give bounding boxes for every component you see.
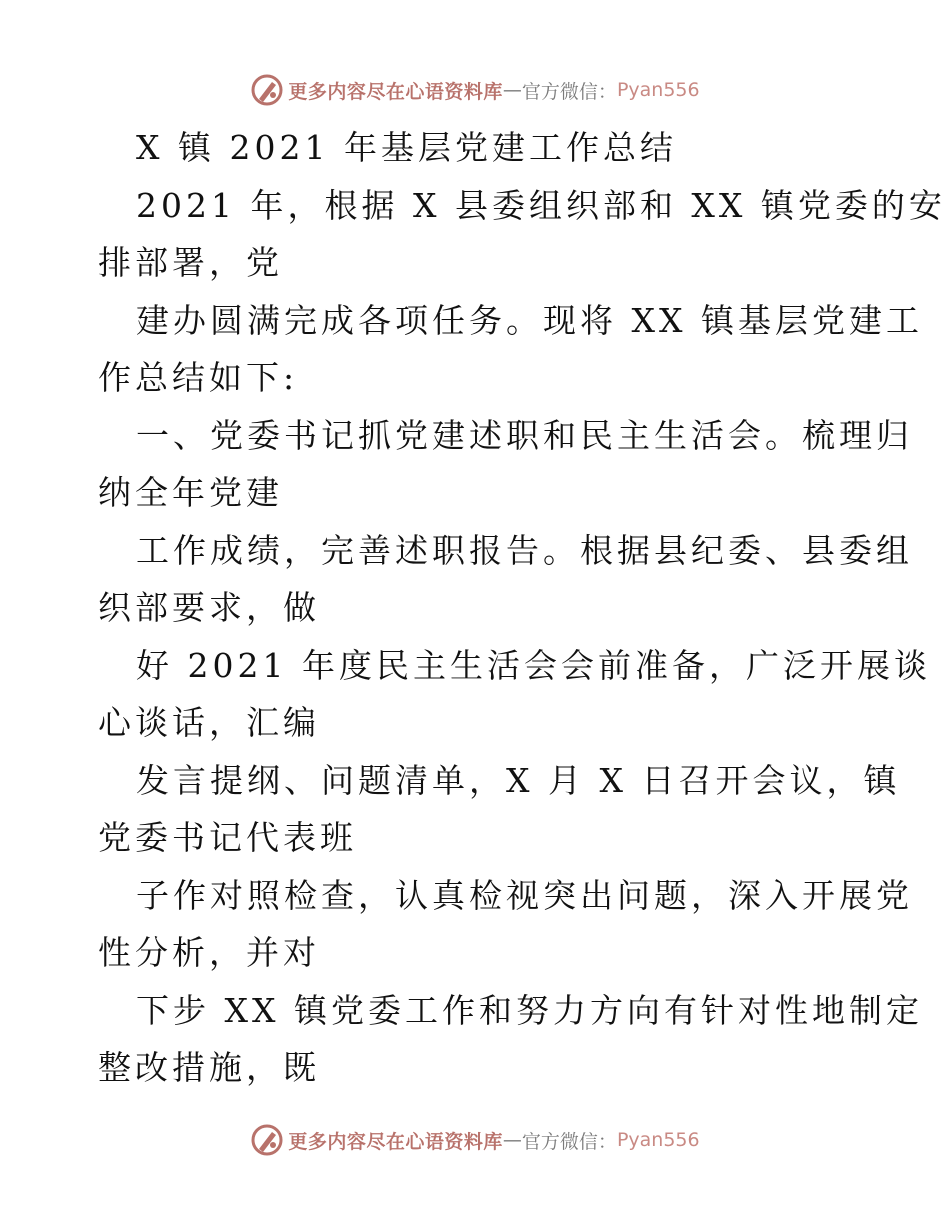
pen-logo-icon (250, 1123, 284, 1157)
watermark-account: Pyan556 (616, 1129, 700, 1151)
paragraph-line: 党委书记代表班 (98, 818, 357, 857)
paragraph-line: 下步 XX 镇党委工作和努力方向有针对性地制定 (136, 991, 923, 1030)
watermark-banner-bottom (0, 1120, 950, 1160)
paragraph-line: 工作成绩，完善述职报告。根据县纪委、县委组 (136, 531, 913, 570)
watermark-account: Pyan556 (616, 79, 700, 101)
paragraph-line: 织部要求，做 (98, 588, 320, 627)
watermark-text: 更多内容尽在心语资料库 (288, 1130, 503, 1153)
paragraph-line: 整改措施，既 (98, 1048, 320, 1087)
paragraph-line: 一、党委书记抓党建述职和民主生活会。梳理归 (136, 416, 913, 455)
document-title: X 镇 2021 年基层党建工作总结 (136, 128, 677, 167)
paragraph-line: 心谈话，汇编 (98, 703, 320, 742)
paragraph-line: 性分析，并对 (98, 933, 320, 972)
paragraph-line: 作总结如下: (98, 358, 299, 397)
watermark-separator: — (502, 79, 522, 101)
paragraph-line: 子作对照检查，认真检视突出问题，深入开展党 (136, 876, 913, 915)
paragraph-line: 纳全年党建 (98, 473, 283, 512)
paragraph-line: 好 2021 年度民主生活会会前准备，广泛开展谈 (136, 646, 931, 685)
paragraph-line: 发言提纲、问题清单，X 月 X 日召开会议，镇 (136, 761, 901, 800)
paragraph-line: 建办圆满完成各项任务。现将 XX 镇基层党建工 (136, 301, 923, 340)
watermark-banner-top (0, 70, 950, 110)
pen-logo-icon (250, 73, 284, 107)
paragraph-line: 2021 年，根据 X 县委组织部和 XX 镇党委的安 (136, 186, 946, 225)
watermark-text: 更多内容尽在心语资料库 (288, 80, 503, 103)
paragraph-line: 排部署，党 (98, 243, 283, 282)
watermark-official: 官方微信： (521, 80, 617, 103)
watermark-official: 官方微信： (521, 1130, 617, 1153)
watermark-separator: — (502, 1129, 522, 1151)
